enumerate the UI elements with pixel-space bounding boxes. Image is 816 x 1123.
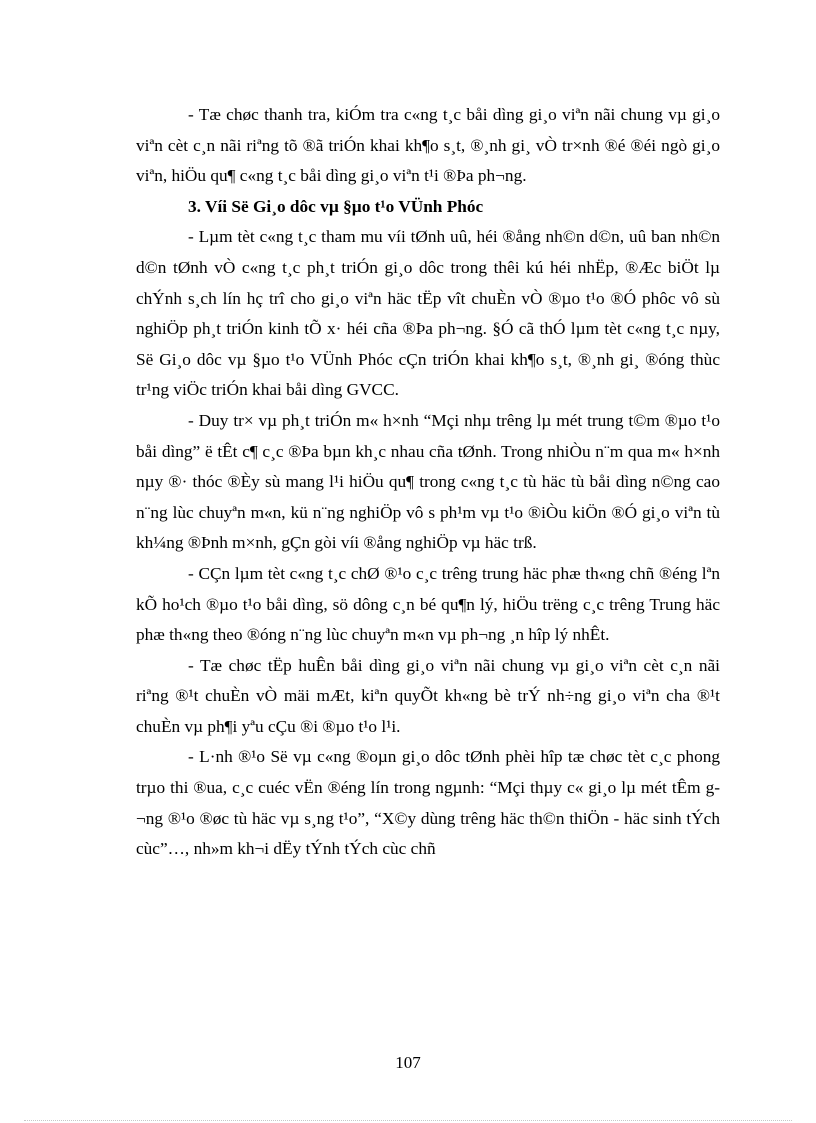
paragraph-advisory: - Lµm tèt c«ng t¸c tham mu víi tØnh uû, héi ®ång nh©n d©n, uû ban nh©n d©n tØnh vÒ c«ng t¸c ph¸t triÓn gi¸o dôc trong thêi kú héi nhËp, ®Æc biÖt lµ chÝnh s¸ch lín hç trî cho gi¸o viªn häc tËp vît chuÈn vÒ ®µo t¹o ®Ó phôc vô sù nghiÖp ph¸t triÓn kinh tÕ x· héi cña ®Þa ph¬ng. §Ó cã thÓ lµm tèt c«ng t¸c nµy, Së Gi¸o dôc vµ §µo t¹o VÜnh Phóc cÇn triÓn khai kh¶o s¸t, ®¸nh gi¸ ®óng thùc tr¹ng viÖc triÓn khai båi dìng GVCC. <box>136 227 720 400</box>
paragraph-inspection: - Tæ chøc thanh tra, kiÓm tra c«ng t¸c båi dìng gi¸o viªn nãi chung vµ gi¸o viªn cèt c¸n nãi riªng tõ ®ã triÓn khai kh¶o s¸t, ®¸nh gi¸ vÒ tr×nh ®é ®éi ngò gi¸o viªn, hiÖu qu¶ c«ng t¸c båi dìng gi¸o viªn t¹i ®Þa ph¬ng. <box>136 105 720 186</box>
paragraph-model: - Duy tr× vµ ph¸t triÓn m« h×nh “Mçi nhµ trêng lµ mét trung t©m ®µo t¹o båi dìng” ë tÊt c¶ c¸c ®Þa bµn kh¸c nhau cña tØnh. Trong nhiÒu n¨m qua m« h×nh nµy ®· thóc ®Èy sù mang l¹i hiÖu qu¶ trong c«ng t¸c tù häc tù båi dìng n©ng cao n¨ng lùc chuyªn m«n, kü n¨ng nghiÖp vô s ph¹m vµ t¹o ®iÒu kiÖn ®Ó gi¸o viªn tù kh¼ng ®Þnh m×nh, gÇn gòi víi ®ång nghiÖp vµ häc trß. <box>136 410 720 553</box>
paragraph-movements: - L·nh ®¹o Së vµ c«ng ®oµn gi¸o dôc tØnh phèi hîp tæ chøc tèt c¸c phong trµo thi ®ua, c¸c cuéc vËn ®éng lín trong ngµnh: “Mçi thµy c« gi¸o lµ mét tÊm g¬ng ®¹o ®øc tù häc vµ s¸ng t¹o”, “X©y dùng trêng häc th©n thiÖn - häc sinh tÝch cùc”…, nh»m kh¬i dËy tÝnh tÝch cùc chñ <box>136 747 720 859</box>
paragraph-direction: - CÇn lµm tèt c«ng t¸c chØ ®¹o c¸c trêng trung häc phæ th«ng chñ ®éng lªn kÕ ho¹ch ®µo t¹o båi dìng, sö dông c¸n bé qu¶n lý, hiÖu trëng c¸c trêng Trung häc phæ th«ng theo ®óng n¨ng lùc chuyªn m«n vµ ph¬ng ¸n hîp lý nhÊt. <box>136 563 720 645</box>
section-heading: 3. Víi Së Gi¸o dôc vµ §µo t¹o VÜnh Phóc <box>188 196 484 216</box>
paragraph-training: - Tæ chøc tËp huÊn båi dìng gi¸o viªn nãi chung vµ gi¸o viªn cèt c¸n nãi riªng ®¹t chuÈn vÒ mäi mÆt, kiªn quyÕt kh«ng bè trÝ nh÷ng gi¸o viªn cha ®¹t chuÈn vµ ph¶i yªu cÇu ®i ®µo t¹o l¹i. <box>136 655 720 736</box>
page-number: 107 <box>395 1053 421 1072</box>
body-text <box>136 100 720 865</box>
page-bottom-divider <box>24 1120 792 1121</box>
